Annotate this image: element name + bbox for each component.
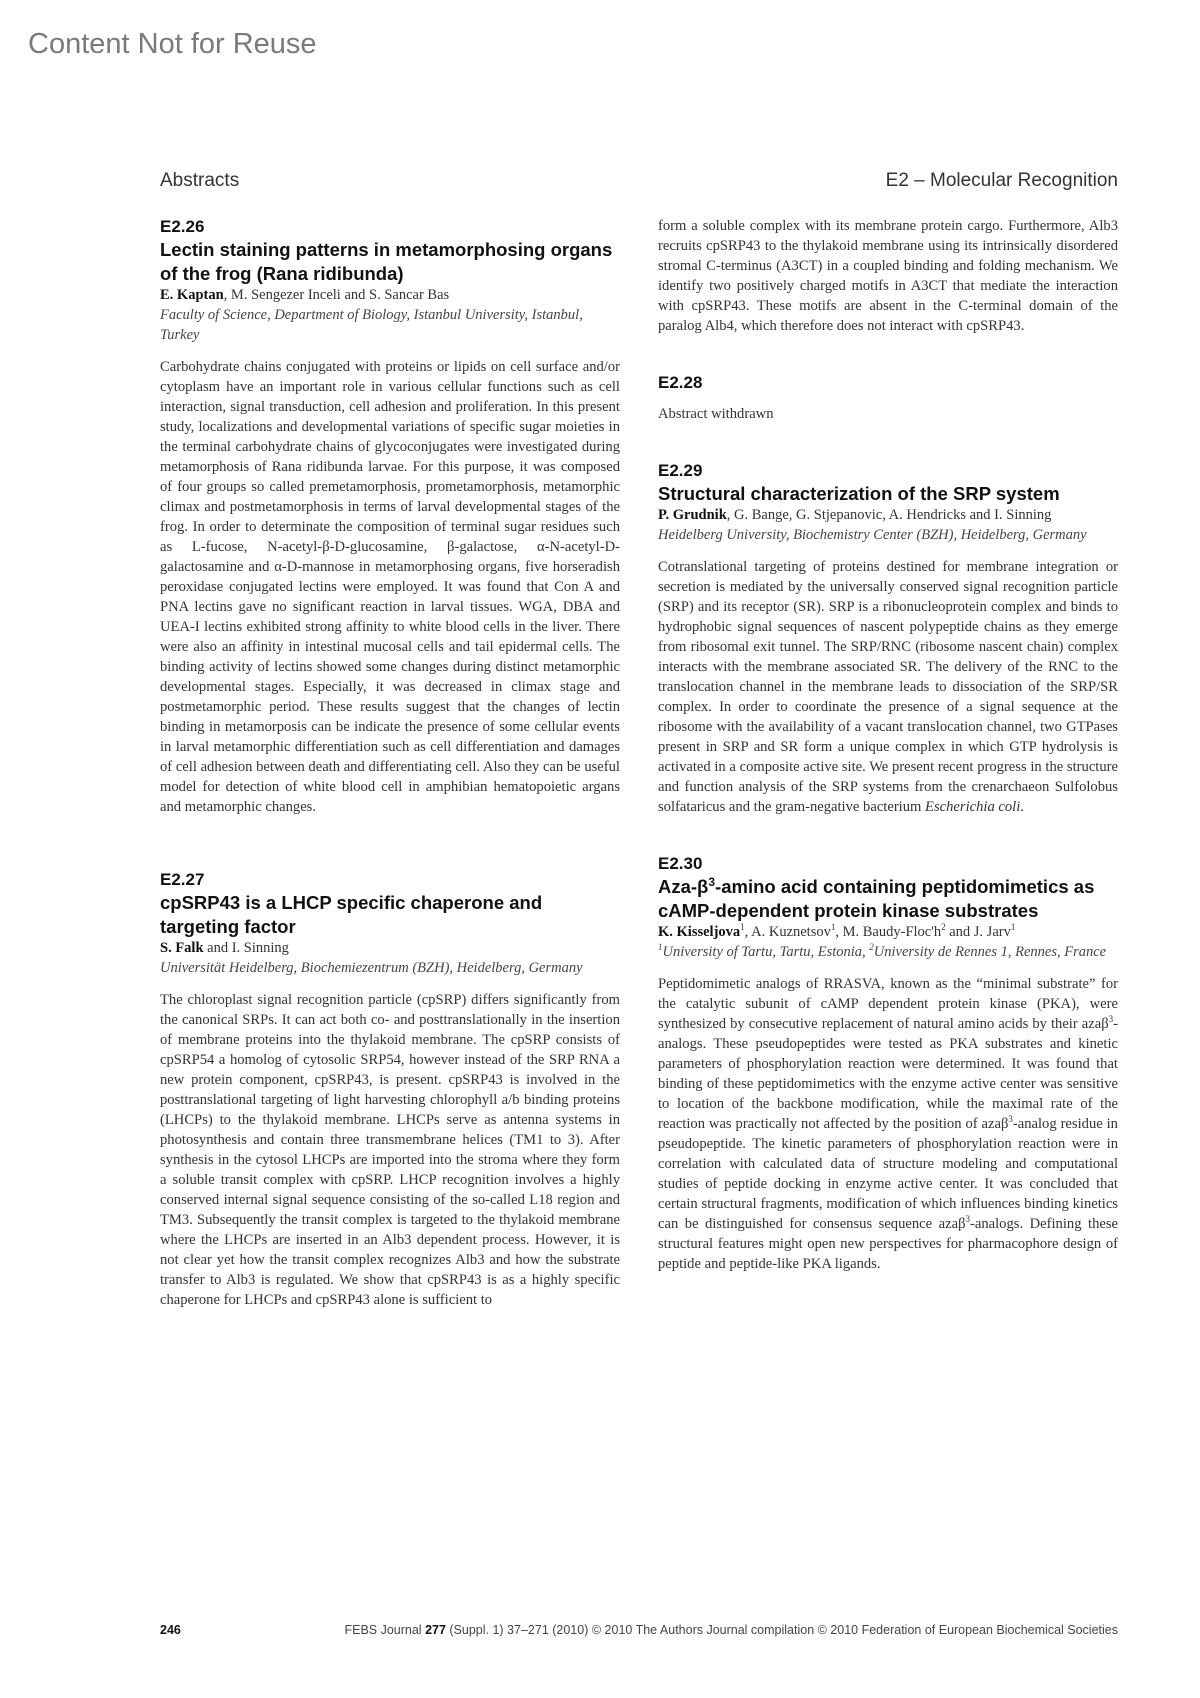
body-text: -analog residue in pseudopeptide. The kinetic parameters of phosphorylation reaction were in correlation with calculated data of structure modeling and computational studies of peptide docking in enzyme active center. It was concluded that certain structural fragments, modification of which influences binding kinetics can be distinguished for consensus sequence azaβ	[658, 1116, 1118, 1232]
abstract-title: Lectin staining patterns in metamorphosing organs of the frog (Rana ridibunda)	[160, 239, 613, 284]
abstract-e2-30	[658, 853, 1118, 1274]
abstract-body	[658, 557, 1118, 817]
abstract-e2-28	[658, 372, 1118, 424]
co-authors: , G. Bange, G. Stjepanovic, A. Hendricks and I. Sinning	[726, 507, 1052, 523]
body-superscript: 3	[1108, 1014, 1114, 1025]
author-superscript: 1	[740, 922, 745, 933]
abstract-code: E2.27	[160, 870, 205, 889]
abstract-authors	[160, 286, 620, 305]
watermark: Content Not for Reuse	[28, 28, 317, 60]
affiliation-superscript: 2	[869, 942, 874, 953]
right-column	[658, 216, 1118, 1274]
presenting-author: S. Falk	[160, 940, 204, 956]
abstract-affiliation: Heidelberg University, Biochemistry Center (BZH), Heidelberg, Germany	[658, 527, 1087, 543]
abstract-authors	[658, 923, 1118, 942]
abstract-code: E2.29	[658, 461, 703, 480]
page-footer	[160, 1623, 1118, 1637]
affiliation-text: University de Rennes 1, Rennes, France	[873, 944, 1107, 960]
abstract-title: Structural characterization of the SRP system	[658, 483, 1060, 504]
title-superscript: 3	[708, 874, 716, 889]
co-author: and J. Jarv	[945, 924, 1011, 940]
species-name: Escherichia coli	[925, 799, 1021, 815]
abstract-e2-29	[658, 460, 1118, 817]
abstract-title	[658, 875, 1118, 923]
body-text: Peptidomimetic analogs of RRASVA, known as the “minimal substrate” for the catalytic subunit of cAMP dependent protein kinase (PKA), were synthesized by consecutive replacement of natural amino acids by their azaβ	[658, 976, 1118, 1032]
author-superscript: 2	[941, 922, 946, 933]
body-superscript: 3	[1008, 1114, 1013, 1125]
author-superscript: 1	[830, 922, 836, 933]
body-text: Cotranslational targeting of proteins destined for membrane integration or secretion is mediated by the universally conserved signal recognition particle (SRP) and its receptor (SR). SRP is a ribonucleoprotein complex and binds to hydrophobic signal sequences of nascent polypeptide chains as they emerge from ribosomal exit tunnel. The SRP/RNC (ribosome nascent chain) complex interacts with the membrane associated SR. The delivery of the RNC to the translocation channel in the membrane leads to dissociation of the SRP/SR complex. In order to coordinate the presence of a signal sequence at the ribosome with the availability of a vacant translocation channel, two GTPases present in SRP and SR form a unique complex in which GTP hydrolysis is activated in a composite active site. We present recent progress in the structure and function analysis of the SRP systems from the crenarchaeon Sulfolobus solfataricus and the gram-negative bacterium	[658, 559, 1118, 815]
co-authors: , M. Sengezer Inceli and S. Sancar Bas	[223, 287, 450, 303]
abstract-e2-26	[160, 216, 620, 817]
abstract-affiliation: Universität Heidelberg, Biochemiezentrum (BZH), Heidelberg, Germany	[160, 960, 583, 976]
journal-volume: 277	[425, 1623, 446, 1637]
co-authors: and I. Sinning	[203, 940, 289, 956]
journal-name: FEBS Journal	[344, 1623, 426, 1637]
abstract-body: Carbohydrate chains conjugated with proteins or lipids on cell surface and/or cytoplasm have an important role in various cellular functions such as cell interaction, signal transduction, cell adhesion and proliferation. In this present study, localizations and developmental variations of specific sugar moieties in the terminal carbohydrate chains of glycoconjugates were investigated during metamorphosis of Rana ridibunda larvae. For this purpose, it was composed of four groups so called premetamorphosis, prometamorphosis, metamorphic climax and postmetamorphosis in terms of larval developmental stages of the frog. In order to determinate the composition of terminal sugar residues such as L-fucose, N-acetyl-β-D-glucosamine, β-galactose, α-N-acetyl-D-galactosamine and α-D-mannose in metamorphosing organs, five horseradish peroxidase conjugated lectins were employed. It was found that Con A and PNA lectins gave no significant reaction in larval tissues. WGA, DBA and UEA-I lectins exhibited strong affinity to white blood cells in the liver. There were also an affinity in intestinal mucosal cells and tail epidermal cells. The binding activity of lectins showed some changes during distinct metamorphic developmental stages. Especially, it was decreased in climax stage and postmetamorphic period. These results suggest that the changes of lectin binding in metamorposis can be indicate the presence of some cellular events in larval metamorphic differentiation such as cell differentiation and damages of cell adhesion between death and differentiating cell. Also they can be useful model for detection of white blood cell in amphibian hematopoietic argans and metamorphic changes.	[160, 359, 620, 815]
abstract-affiliation	[658, 942, 1118, 962]
citation-text: (Suppl. 1) 37–271 (2010) © 2010 The Authors Journal compilation © 2010 Federation of European Biochemical Societies	[445, 1623, 1118, 1637]
abstract-code: E2.26	[160, 217, 205, 236]
running-head	[160, 170, 1118, 192]
running-head-left: Abstracts	[160, 170, 240, 191]
affiliation-text: University of Tartu, Tartu, Estonia,	[662, 944, 870, 960]
body-text: -analogs. These pseudopeptides were tested as PKA substrates and kinetic parameters of phosphorylation reaction were determined. It was found that binding of these peptidomimetics with the enzyme active center was sensitive to location of the backbone modification, while the maximal rate of the reaction was practically not affected by the position of azaβ	[658, 1016, 1118, 1132]
abstract-title: cpSRP43 is a LHCP specific chaperone and targeting factor	[160, 892, 543, 937]
abstract-code: E2.28	[658, 373, 703, 392]
abstract-e2-27	[160, 869, 620, 1310]
withdrawn-notice: Abstract withdrawn	[658, 406, 774, 422]
co-author: , A. Kuznetsov	[744, 924, 831, 940]
body-superscript: 3	[965, 1214, 971, 1225]
page-number: 246	[160, 1623, 181, 1637]
presenting-author: K. Kisseljova	[658, 924, 741, 940]
title-text: Aza-β	[658, 876, 709, 897]
affiliation-superscript: 1	[658, 942, 663, 953]
abstract-body	[658, 974, 1118, 1274]
abstract-affiliation: Faculty of Science, Department of Biology, Istanbul University, Istanbul, Turkey	[160, 307, 583, 343]
author-superscript: 1	[1010, 922, 1016, 933]
left-column	[160, 216, 620, 1310]
co-author: , M. Baudy-Floc'h	[835, 924, 942, 940]
abstract-e2-27-continued: form a soluble complex with its membrane protein cargo. Furthermore, Alb3 recruits cpSRP43 to the thylakoid membrane using its intrinsically disordered stromal C-terminus (A3CT) in a coupled binding and folding mechanism. We identify two positively charged motifs in A3CT that mediate the interaction with cpSRP43. These motifs are absent in the C-terminal domain of the paralog Alb4, which therefore does not interact with cpSRP43.	[658, 218, 1118, 334]
body-text-end: .	[1020, 799, 1024, 815]
abstract-code: E2.30	[658, 854, 703, 873]
running-head-right: E2 – Molecular Recognition	[885, 170, 1118, 191]
presenting-author: E. Kaptan	[160, 287, 224, 303]
abstract-authors	[160, 939, 620, 958]
body-text: -analogs. Defining these structural features might open new perspectives for pharmacophore design of peptide and peptide-like PKA ligands.	[658, 1216, 1119, 1272]
journal-citation	[344, 1623, 1118, 1637]
presenting-author: P. Grudnik	[658, 507, 727, 523]
title-text: -amino acid containing peptidomimetics as cAMP-dependent protein kinase substrates	[658, 876, 1095, 921]
abstract-body: The chloroplast signal recognition particle (cpSRP) differs significantly from the canonical SRPs. It can act both co- and posttranslationally in the insertion of membrane proteins into the thylakoid membrane. The cpSRP consists of cpSRP54 a homolog of cytosolic SRP54, however instead of the SRP RNA a new protein component, cpSRP43, is present. cpSRP43 is involved in the posttranslational targeting of light harvesting chlorophyll a/b binding proteins (LHCPs) to the thylakoid membrane. LHCPs serve as antenna systems in photosynthesis and contain three transmembrane helices (TM1 to 3). After synthesis in the cytosol LHCPs are imported into the stroma where they form a soluble transit complex with cpSRP. LHCP recognition involves a highly conserved internal signal sequence consisting of the so-called L18 region and TM3. Subsequently the transit complex is targeted to the thylakoid membrane where the LHCPs are inserted in an Alb3 dependent process. However, it is not clear yet how the transit complex recognizes Alb3 and how the substrate transfer to Alb3 is regulated. We show that cpSRP43 is as a highly specific chaperone for LHCPs and cpSRP43 alone is sufficient to	[160, 992, 620, 1308]
abstract-authors	[658, 506, 1118, 525]
